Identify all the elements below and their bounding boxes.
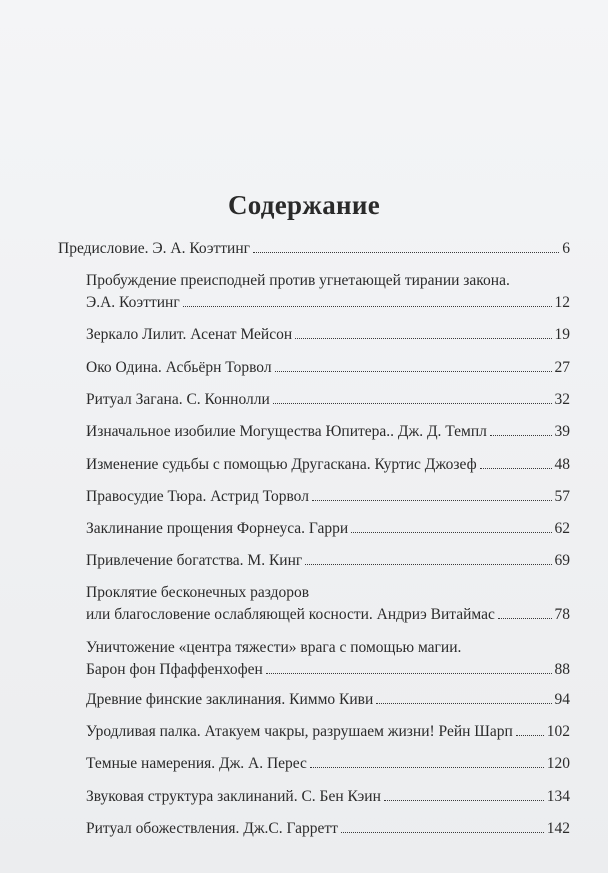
dot-leader (498, 618, 552, 619)
toc-entry (86, 637, 570, 681)
toc-page-number: 19 (554, 326, 570, 343)
toc-page-number: 39 (554, 423, 570, 440)
toc-entry (86, 421, 570, 443)
toc-entry-title: Изменение судьбы с помощью Другаскана. Куртис Джозеф (86, 456, 477, 473)
toc-page-number: 102 (546, 723, 570, 740)
dot-leader (273, 403, 552, 404)
dot-leader (480, 468, 552, 469)
toc-row (86, 689, 570, 711)
toc-page-number: 142 (546, 820, 570, 837)
toc-entry-title: Звуковая структура заклинаний. С. Бен Кэин (86, 788, 381, 805)
toc-page-number: 94 (554, 691, 570, 708)
toc-entry-title: Пробуждение преисподней против угнетающей тирании закона. (86, 272, 510, 289)
toc-row (86, 518, 570, 540)
toc-row (86, 659, 570, 681)
dot-leader (341, 832, 544, 833)
dot-leader (305, 564, 551, 565)
toc-page-number: 12 (554, 294, 570, 311)
toc-page-number: 6 (562, 240, 570, 257)
toc-row (86, 292, 570, 314)
toc-entry (86, 486, 570, 508)
toc-entry-title: Проклятие бесконечных раздоров (86, 584, 310, 601)
toc-row (86, 604, 570, 626)
toc-page-number: 57 (554, 488, 570, 505)
dot-leader (253, 252, 559, 253)
toc-entry-title: Темные намерения. Дж. А. Перес (86, 755, 307, 772)
dot-leader (384, 800, 544, 801)
toc-entry (86, 689, 570, 711)
toc-entry (86, 786, 570, 808)
toc-entry (86, 270, 570, 314)
toc-entry-title: Ритуал обожествления. Дж.С. Гарретт (86, 820, 338, 837)
toc-entry-title: Заклинание прощения Форнеуса. Гарри (86, 520, 349, 537)
dot-leader (295, 338, 551, 339)
toc-entry-title-continued: Барон фон Пфаффенхофен (86, 661, 263, 678)
toc-page-number: 48 (554, 456, 570, 473)
toc-page-number: 78 (554, 606, 570, 623)
toc-entry (86, 454, 570, 476)
toc-row (86, 818, 570, 840)
toc-entry (86, 582, 570, 626)
dot-leader (275, 371, 552, 372)
toc-entry (58, 238, 570, 260)
dot-leader (310, 767, 544, 768)
toc-page-number: 32 (554, 391, 570, 408)
toc-page-number: 88 (554, 661, 570, 678)
toc-entry (86, 550, 570, 572)
toc-entry-title: Око Одина. Асбьёрн Торвол (86, 359, 272, 376)
toc-entry-title: Зеркало Лилит. Асенат Мейсон (86, 326, 293, 343)
dot-leader (183, 306, 552, 307)
toc-row (86, 786, 570, 808)
dot-leader (490, 435, 552, 436)
dot-leader (516, 735, 544, 736)
toc-entry (86, 721, 570, 743)
toc-page-number: 62 (554, 520, 570, 537)
toc-entry-title-continued: или благословение ослабляющей косности. Андриэ Витаймас (86, 606, 495, 623)
dot-leader (266, 673, 552, 674)
toc-entry (86, 357, 570, 379)
toc-entry (86, 753, 570, 775)
page-title: Содержание (227, 190, 381, 220)
toc-entry (86, 389, 570, 411)
toc-entry (86, 518, 570, 540)
toc-entry-title: Предисловие. Э. А. Коэттинг (58, 240, 250, 257)
toc-entry-title: Древние финские заклинания. Киммо Киви (86, 691, 374, 708)
toc-entry-title-continued: Э.А. Коэттинг (86, 294, 180, 311)
toc-row (86, 550, 570, 572)
dot-leader (312, 500, 552, 501)
toc-entry (86, 818, 570, 840)
toc-page-number: 27 (554, 359, 570, 376)
toc-entry-title: Изначальное изобилие Могущества Юпитера.. Дж. Д. Темпл (86, 423, 487, 440)
toc-page-number: 120 (546, 755, 570, 772)
toc-row (58, 238, 570, 260)
toc-entry-title: Правосудие Тюра. Астрид Торвол (86, 488, 309, 505)
toc-entry-title: Привлечение богатства. М. Кинг (86, 552, 303, 569)
toc-page-number: 134 (546, 788, 570, 805)
toc-row (86, 421, 570, 443)
toc-entry-title: Уродливая палка. Атакуем чакры, разрушаем жизни! Рейн Шарп (86, 723, 513, 740)
toc-row (86, 357, 570, 379)
toc-row (86, 454, 570, 476)
toc-page-number: 69 (554, 552, 570, 569)
toc-entry-title: Ритуал Загана. С. Коннолли (86, 391, 270, 408)
dot-leader (351, 532, 551, 533)
toc-entry (86, 324, 570, 346)
toc-row (86, 753, 570, 775)
toc-row (86, 389, 570, 411)
toc-row (86, 486, 570, 508)
toc-row (86, 324, 570, 346)
toc-entry-title: Уничтожение «центра тяжести» врага с помощью магии. (86, 639, 462, 656)
toc-row (86, 721, 570, 743)
dot-leader (376, 703, 551, 704)
